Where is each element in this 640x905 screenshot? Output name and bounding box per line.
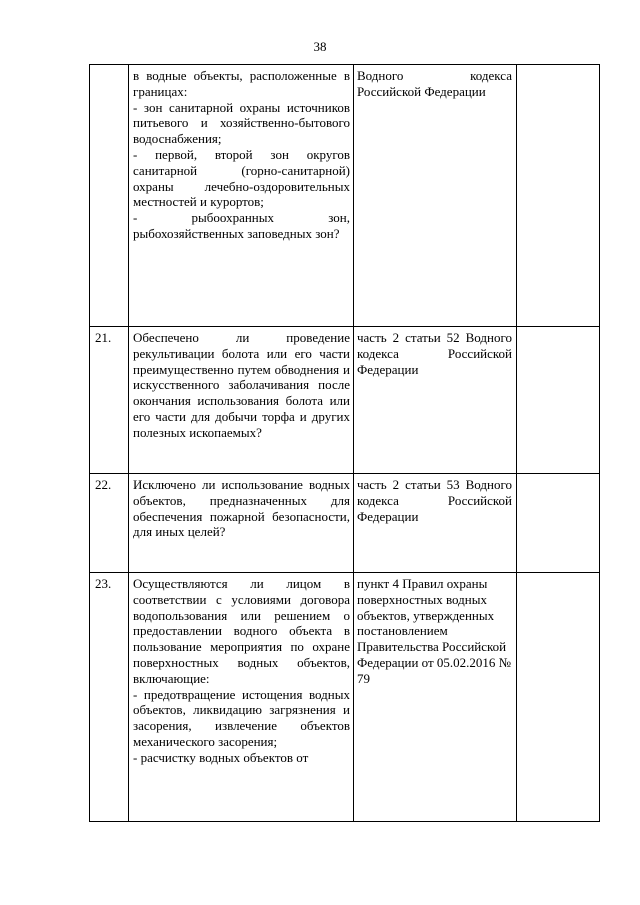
row-number: 23. bbox=[90, 573, 129, 822]
question-paragraph: Обеспечено ли проведение рекультивации болота или его части преимущественно путем обводнения и искусственного заболачивания после окончания использования болота или его части для добычи торфа и других полезных ископаемых? bbox=[133, 330, 350, 440]
table-row bbox=[90, 474, 600, 573]
question-paragraph: - первой, второй зон округов санитарной (горно-санитарной) охраны лечебно-оздоровительных местностей и курортов; bbox=[133, 146, 350, 210]
question-paragraph: - предотвращение истощения водных объектов, ликвидацию загрязнения и засорения, извлечение объектов механического засорения; bbox=[133, 686, 350, 749]
question-paragraph: - рыбоохранных зон, рыбохозяйственных заповедных зон? bbox=[133, 210, 350, 241]
note-cell bbox=[517, 65, 600, 327]
question-cell bbox=[129, 65, 354, 327]
note-cell bbox=[517, 327, 600, 474]
requirements-table bbox=[89, 64, 600, 822]
reference-cell: часть 2 статьи 52 Водного кодекса Российской Федерации bbox=[354, 327, 517, 474]
question-paragraph: Осуществляются ли лицом в соответствии с условиями договора водопользования или решением о предоставлении водного объекта в пользование мероприятия по охране поверхностных водных объектов, включающие: bbox=[133, 576, 350, 686]
note-cell bbox=[517, 573, 600, 822]
note-cell bbox=[517, 474, 600, 573]
question-cell bbox=[129, 573, 354, 822]
page-number: 38 bbox=[313, 39, 327, 54]
row-number bbox=[90, 65, 129, 327]
reference-cell: Водного кодекса Российской Федерации bbox=[354, 65, 517, 327]
question-cell bbox=[129, 327, 354, 474]
reference-cell: пункт 4 Правил охраны поверхностных водных объектов, утвержденных постановлением Правительства Российской Федерации от 05.02.2016 № 79 bbox=[354, 573, 517, 822]
question-paragraph: - зон санитарной охраны источников питьевого и хозяйственно-бытового водоснабжения; bbox=[133, 99, 350, 147]
question-paragraph: - расчистку водных объектов от bbox=[133, 749, 309, 765]
question-paragraph: в водные объекты, расположенные в границах: bbox=[133, 68, 350, 99]
table-row bbox=[90, 65, 600, 327]
table-row bbox=[90, 573, 600, 822]
reference-cell: часть 2 статьи 53 Водного кодекса Российской Федерации bbox=[354, 474, 517, 573]
table-row bbox=[90, 327, 600, 474]
question-cell bbox=[129, 474, 354, 573]
row-number: 21. bbox=[90, 327, 129, 474]
row-number: 22. bbox=[90, 474, 129, 573]
question-paragraph: Исключено ли использование водных объектов, предназначенных для обеспечения пожарной безопасности, для иных целей? bbox=[133, 477, 350, 540]
